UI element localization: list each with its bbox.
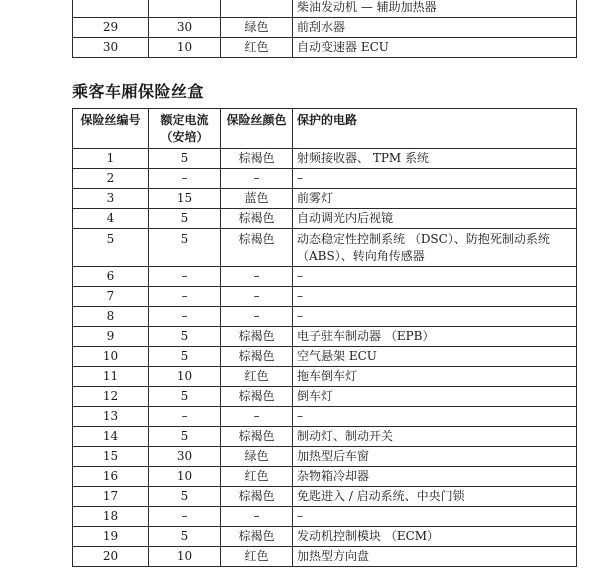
fuse-color-cell: 蓝色	[221, 189, 293, 209]
fuse-number-cell: 7	[73, 287, 149, 307]
fuse-color-cell: 绿色	[221, 447, 293, 467]
table-row	[73, 527, 577, 547]
fuse-color-cell: 红色	[221, 467, 293, 487]
fuse-number-cell: 10	[73, 347, 149, 367]
fuse-color-cell: 绿色	[221, 18, 293, 38]
fuse-circuit-cell: –	[293, 267, 577, 287]
fuse-number-cell: 9	[73, 327, 149, 347]
fuse-circuit-line: （ABS）、转向角传感器	[297, 249, 425, 263]
fuse-circuit-cell: –	[293, 407, 577, 427]
fuse-circuit-cell: 发动机控制模块 （ECM）	[293, 527, 577, 547]
fuse-circuit-line: 动态稳定性控制系统 （DSC）、防抱死制动系统	[297, 232, 550, 246]
fuse-number-cell: 14	[73, 427, 149, 447]
fuse-number-cell: 20	[73, 547, 149, 567]
fuse-number-cell: 19	[73, 527, 149, 547]
table-header-row	[73, 109, 577, 149]
fuse-color-cell: 棕褐色	[221, 527, 293, 547]
fuse-color-cell: 棕褐色	[221, 427, 293, 447]
table-row	[73, 407, 577, 427]
fuse-amperage-cell: 5	[149, 387, 221, 407]
fuse-circuit-cell: 加热型方向盘	[293, 547, 577, 567]
fuse-color-cell: 棕褐色	[221, 387, 293, 407]
fuse-amperage-cell: 10	[149, 367, 221, 387]
table-row	[73, 547, 577, 567]
fuse-circuit-cell: 射频接收器、 TPM 系统	[293, 149, 577, 169]
fuse-color-cell: 红色	[221, 367, 293, 387]
fuse-number-cell: 4	[73, 209, 149, 229]
table-row	[73, 447, 577, 467]
fuse-amperage-cell: 5	[149, 149, 221, 169]
fuse-circuit-cell: 制动灯、制动开关	[293, 427, 577, 447]
table-row	[73, 427, 577, 447]
table-row	[73, 38, 577, 58]
fuse-circuit-cell: –	[293, 287, 577, 307]
fuse-amperage-cell: 10	[149, 38, 221, 58]
fuse-circuit-cell: 杂物箱冷却器	[293, 467, 577, 487]
fuse-number-cell: 11	[73, 367, 149, 387]
fuse-circuit-cell: 自动变速器 ECU	[293, 38, 577, 58]
table-row	[73, 507, 577, 527]
table-row	[73, 189, 577, 209]
passenger-fuse-table	[72, 108, 577, 567]
fuse-amperage-cell	[149, 0, 221, 18]
fuse-number-cell: 1	[73, 149, 149, 169]
fuse-amperage-cell: 5	[149, 327, 221, 347]
header-amperage	[149, 109, 221, 149]
fuse-circuit-cell: 前雾灯	[293, 189, 577, 209]
fuse-number-cell: 2	[73, 169, 149, 189]
fuse-color-cell: 棕褐色	[221, 229, 293, 267]
fuse-circuit-cell: 免匙进入 / 启动系统、中央门锁	[293, 487, 577, 507]
fuse-circuit-cell: –	[293, 507, 577, 527]
fuse-amperage-cell: –	[149, 507, 221, 527]
fuse-color-cell	[221, 0, 293, 18]
fuse-amperage-cell: 30	[149, 18, 221, 38]
fuse-number-cell: 5	[73, 229, 149, 267]
table-row	[73, 347, 577, 367]
fuse-color-cell: –	[221, 307, 293, 327]
fuse-number-cell: 15	[73, 447, 149, 467]
table-row	[73, 267, 577, 287]
fuse-color-cell: 棕褐色	[221, 487, 293, 507]
fuse-circuit-cell: –	[293, 307, 577, 327]
fuse-color-cell: –	[221, 507, 293, 527]
fuse-color-cell: 棕褐色	[221, 149, 293, 169]
fuse-number-cell: 12	[73, 387, 149, 407]
fuse-amperage-cell: 5	[149, 209, 221, 229]
table-row	[73, 487, 577, 507]
fuse-circuit-cell: 柴油发动机 — 辅助加热器	[293, 0, 577, 18]
fuse-color-cell: 红色	[221, 547, 293, 567]
fuse-circuit-cell: 前刮水器	[293, 18, 577, 38]
fuse-number-cell	[73, 0, 149, 18]
fuse-amperage-cell: 5	[149, 347, 221, 367]
fuse-number-cell: 30	[73, 38, 149, 58]
table-row	[73, 367, 577, 387]
fuse-color-cell: –	[221, 267, 293, 287]
header-amperage-line2: （安培）	[160, 130, 209, 144]
table-row	[73, 169, 577, 189]
fuse-color-cell: –	[221, 287, 293, 307]
header-fuse-color: 保险丝颜色	[221, 109, 293, 149]
fuse-color-cell: 棕褐色	[221, 327, 293, 347]
fuse-number-cell: 6	[73, 267, 149, 287]
table-row	[73, 149, 577, 169]
fuse-amperage-cell: –	[149, 169, 221, 189]
section-title: 乘客车厢保险丝盒	[72, 82, 205, 101]
fuse-amperage-cell: 30	[149, 447, 221, 467]
table-row	[73, 229, 577, 267]
fuse-amperage-cell: 5	[149, 427, 221, 447]
fuse-color-cell: 棕褐色	[221, 209, 293, 229]
fuse-color-cell: –	[221, 407, 293, 427]
fuse-circuit-cell: 空气悬架 ECU	[293, 347, 577, 367]
fuse-number-cell: 17	[73, 487, 149, 507]
fuse-number-cell: 3	[73, 189, 149, 209]
fuse-amperage-cell: 10	[149, 547, 221, 567]
fuse-number-cell: 29	[73, 18, 149, 38]
fuse-number-cell: 8	[73, 307, 149, 327]
table-row	[73, 287, 577, 307]
fuse-circuit-cell: 倒车灯	[293, 387, 577, 407]
table-row	[73, 209, 577, 229]
table-row	[73, 18, 577, 38]
table-row	[73, 467, 577, 487]
table-row	[73, 327, 577, 347]
header-amperage-line1: 额定电流	[160, 113, 209, 127]
fuse-circuit-cell: 拖车倒车灯	[293, 367, 577, 387]
fuse-circuit-cell: –	[293, 169, 577, 189]
fuse-amperage-cell: 15	[149, 189, 221, 209]
fuse-color-cell: –	[221, 169, 293, 189]
fuse-amperage-cell: –	[149, 307, 221, 327]
fuse-number-cell: 18	[73, 507, 149, 527]
fuse-amperage-cell: 5	[149, 229, 221, 267]
fuse-amperage-cell: –	[149, 287, 221, 307]
fuse-amperage-cell: 10	[149, 467, 221, 487]
fuse-circuit-cell	[293, 229, 577, 267]
fuse-circuit-cell: 电子驻车制动器 （EPB）	[293, 327, 577, 347]
fuse-number-cell: 16	[73, 467, 149, 487]
fuse-amperage-cell: 5	[149, 487, 221, 507]
table-row	[73, 387, 577, 407]
table-row	[73, 307, 577, 327]
fuse-color-cell: 棕褐色	[221, 347, 293, 367]
fuse-number-cell: 13	[73, 407, 149, 427]
fuse-amperage-cell: –	[149, 267, 221, 287]
fuse-circuit-cell: 加热型后车窗	[293, 447, 577, 467]
table-row	[73, 0, 577, 18]
fuse-color-cell: 红色	[221, 38, 293, 58]
header-fuse-number: 保险丝编号	[73, 109, 149, 149]
header-protected-circuit: 保护的电路	[293, 109, 577, 149]
fuse-amperage-cell: –	[149, 407, 221, 427]
fuse-amperage-cell: 5	[149, 527, 221, 547]
fuse-circuit-cell: 自动调光内后视镜	[293, 209, 577, 229]
fuse-table-continued	[72, 0, 577, 58]
